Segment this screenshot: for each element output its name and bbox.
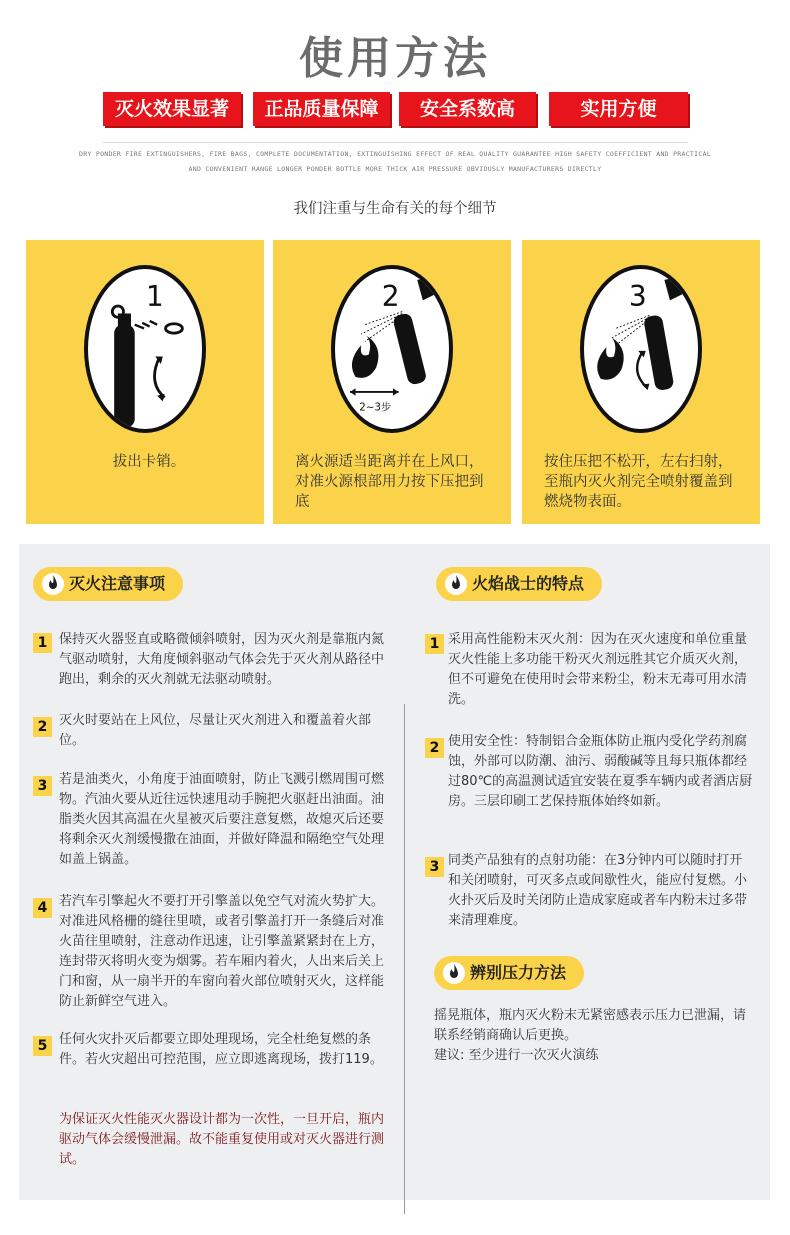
- badge-effect: 灭火效果显著: [103, 92, 241, 126]
- feature-number: 3: [425, 857, 444, 877]
- note-item-3: 若是油类火，小角度于油面喷射，防止飞溅引燃周围可燃物。汽油火要从近往远快速甩动手腕把火驱赶出油面。油脂类火因其高温在火星被灭后要注意复燃，故熄灭后还要将剩余灭火剂缓慢撒在油面，并做好降温和隔绝空气处理如盖上锅盖。: [59, 772, 385, 867]
- features-heading-label: 火焰战士的特点: [472, 574, 585, 593]
- note-number: 5: [33, 1036, 52, 1056]
- note-item-2: 灭火时要站在上风位，尽量让灭火剂进入和覆盖着火部位。: [59, 713, 372, 748]
- note-number: 1: [33, 633, 52, 653]
- feature-item-1: 采用高性能粉末灭火剂：因为在灭火速度和单位重量灭火性能上多功能干粉灭火剂远胜其它介质灭火剂，但不可避免在使用时会带来粉尘，粉末无毒可用水清洗。: [448, 632, 748, 707]
- step-number: 1: [145, 280, 164, 314]
- step-card-3: [522, 240, 760, 524]
- divider-line: [103, 142, 688, 143]
- note-item-4: 若汽车引擎起火不要打开引擎盖以免空气对流火势扩大。对准进风格栅的缝往里喷，或者引擎盖打开一条缝后对准火苗往里喷射，注意动作迅速，让引擎盖紧紧封在上方，连封带灭将明火变为烟雾。若车厢内着火，人出来后关上门和窗，从一扇半开的车窗向着火部位喷射灭火，这样能防止新鲜空气进入。: [59, 894, 385, 1009]
- feature-item-2: 使用安全性：特制铝合金瓶体防止瓶内受化学药剂腐蚀，外部可以防潮、油污、弱酸碱等且每只瓶体都经过80℃的高温测试适宜安装在夏季车辆内或者酒店厨房。三层印刷工艺保持瓶体始终如新。: [448, 734, 753, 809]
- note-number: 4: [33, 898, 52, 918]
- feature-item-3: 同类产品独有的点射功能：在3分钟内可以随时打开和关闭喷射，可灭多点或间歇性火，能应付复燃。小火扑灭后及时关闭防止造成家庭或者车内粉末过多带来清理难度。: [448, 853, 748, 928]
- drill-suggestion: 建议: 至少进行一次灭火演练: [434, 1048, 599, 1063]
- flame-icon: [442, 961, 466, 985]
- subtext-line-2: AND CONVENIENT RANGE LONGER PONDER BOTTLE MORE THICK AIR PRESSURE OBVIOUSLY MANUFACTURERS DIRECTLY: [188, 165, 602, 173]
- pressure-heading-label: 辨别压力方法: [470, 963, 567, 982]
- pull-pin-icon: [84, 265, 206, 433]
- badge-safety: 安全系数高: [399, 92, 536, 126]
- feature-number: 1: [425, 634, 444, 654]
- column-divider: [404, 704, 405, 1214]
- note-item-5: 任何火灾扑灭后都要立即处理现场，完全杜绝复燃的条件。若火灾超出可控范围，应立即逃离现场，拨打119。: [59, 1032, 383, 1067]
- distance-label: 2~3步: [359, 401, 392, 414]
- note-number: 3: [33, 776, 52, 796]
- aim-spray-icon: [331, 265, 453, 433]
- flame-icon: [444, 572, 468, 596]
- pressure-heading: [434, 956, 584, 990]
- step-text-2: 离火源适当距离并在上风口，对准火源根部用力按下压把到底: [295, 454, 484, 510]
- step-card-2: [273, 240, 511, 524]
- badge-practical: 实用方便: [549, 92, 688, 126]
- features-heading: [436, 567, 602, 601]
- note-item-1: 保持灭火器竖直或略微倾斜喷射，因为灭火剂是靠瓶内氮气驱动喷射，大角度倾斜驱动气体会先于灭火剂从路径中跑出，剩余的灭火剂就无法驱动喷射。: [59, 632, 385, 687]
- page-title: 使用方法: [299, 33, 491, 84]
- notes-heading-label: 灭火注意事项: [69, 574, 166, 593]
- notes-heading: [33, 567, 183, 601]
- subtext-line-1: DRY PONDER FIRE EXTINGUISHERS, FIRE BAGS, COMPLETE DOCUMENTATION, EXTINGUISHING EFFECT OF REAL QUALITY GUARANTEE HIGH SAFETY COEFFICIENT AND PRACTICAL: [79, 150, 711, 158]
- step-number: 2: [381, 280, 400, 314]
- feature-number: 2: [425, 738, 444, 758]
- badge-quality: 正品质量保障: [253, 92, 390, 126]
- step-text-3: 按住压把不松开，左右扫射，至瓶内灭火剂完全喷射覆盖到燃烧物表面。: [544, 454, 733, 510]
- note-number: 2: [33, 717, 52, 737]
- pressure-text: 摇晃瓶体，瓶内灭火粉末无紧密感表示压力已泄漏，请联系经销商确认后更换。: [434, 1008, 747, 1043]
- step-card-1: [26, 240, 264, 524]
- warning-note: 为保证灭火性能灭火器设计都为一次性，一旦开启，瓶内驱动气体会缓慢泄漏。故不能重复使用或对灭火器进行测试。: [59, 1112, 385, 1167]
- sweep-spray-icon: [580, 265, 702, 433]
- feature-badges: [103, 92, 688, 126]
- tagline: 我们注重与生命有关的每个细节: [293, 201, 497, 217]
- flame-icon: [41, 572, 65, 596]
- step-number: 3: [628, 280, 647, 314]
- step-text-1: 拔出卡销。: [112, 454, 186, 470]
